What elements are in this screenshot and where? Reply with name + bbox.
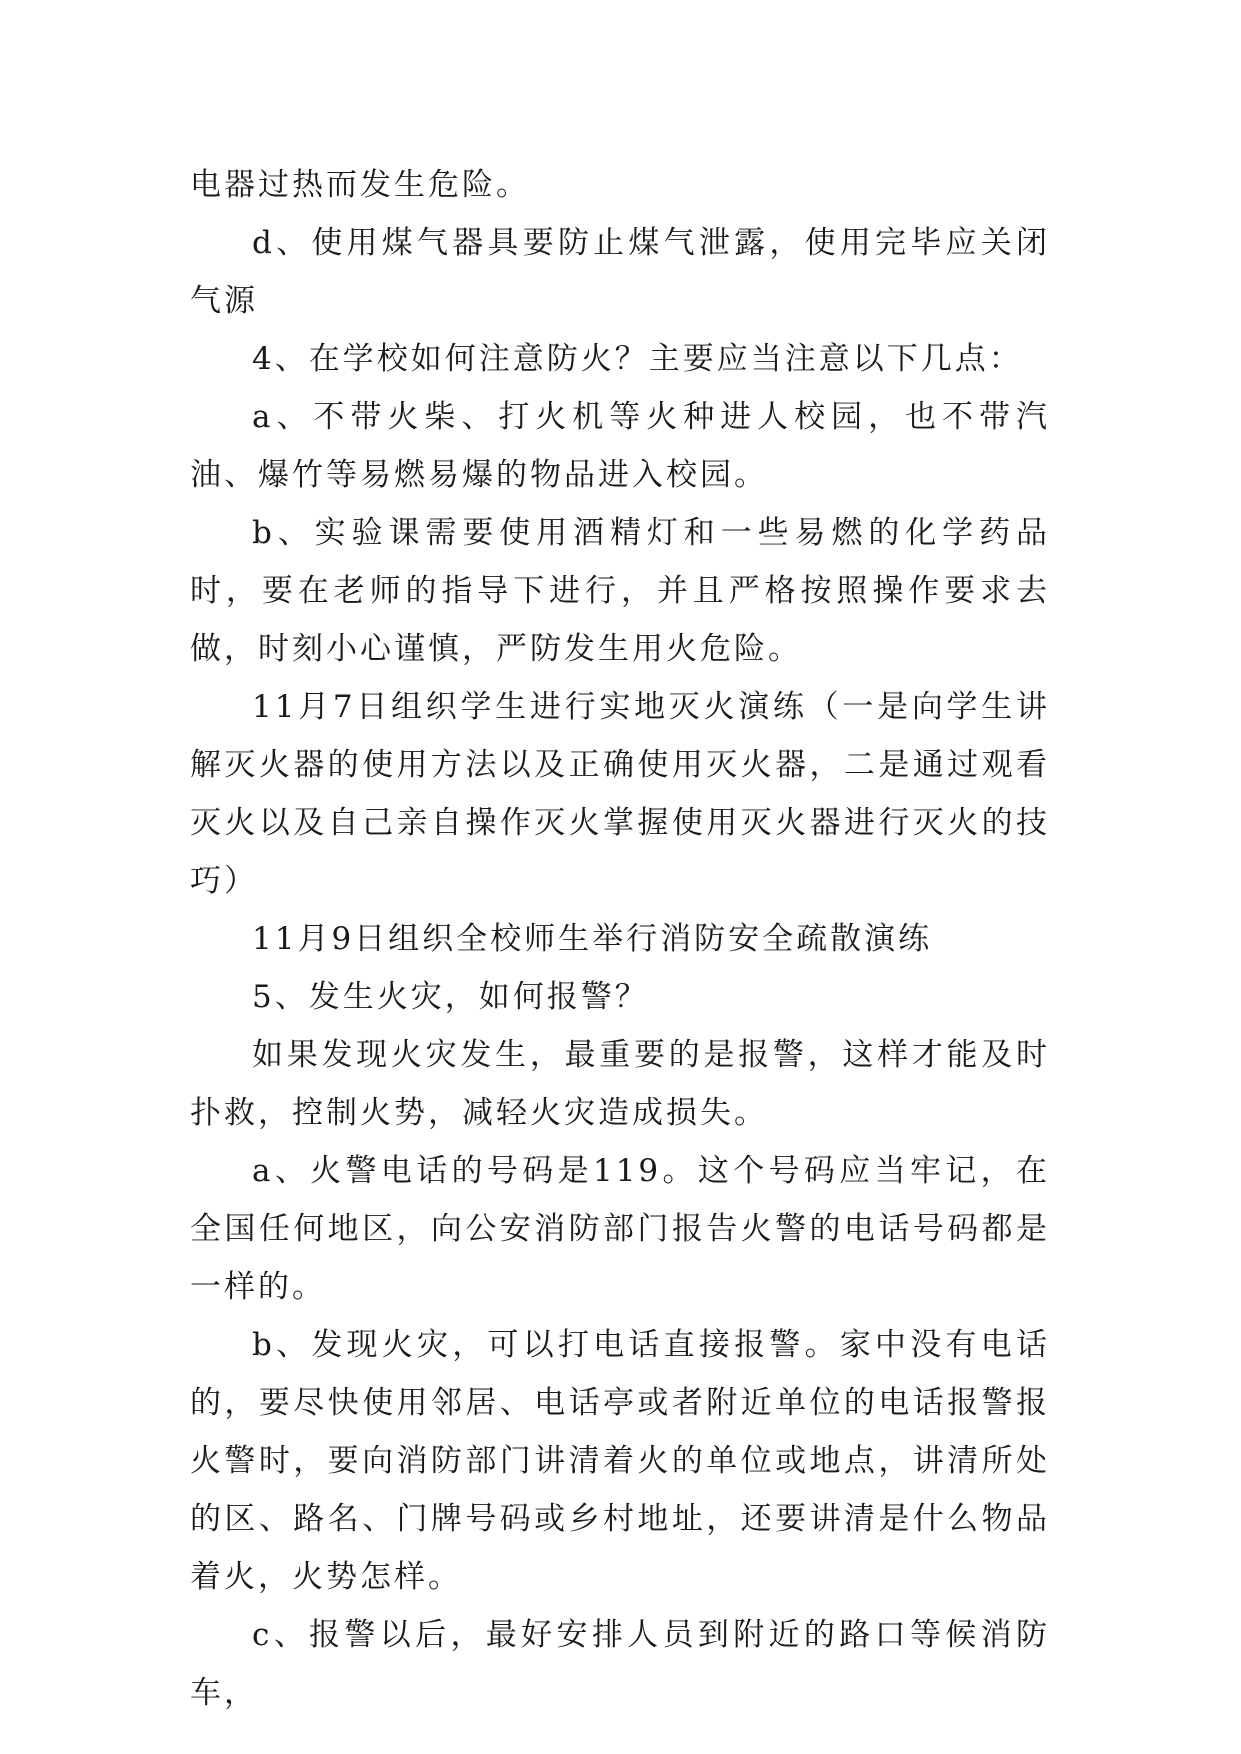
paragraph-11: b、发现火灾，可以打电话直接报警。家中没有电话的，要尽快使用邻居、电话亭或者附近单位的电话报警报火警时，要向消防部门讲清着火的单位或地点，讲清所处的区、路名、门牌号码或乡村地址，还要讲清是什么物品着火，火势怎样。 bbox=[190, 1327, 1050, 1595]
paragraph-5: b、实验课需要使用酒精灯和一些易燃的化学药品时，要在老师的指导下进行，并且严格按照操作要求去做，时刻小心谨慎，严防发生用火危险。 bbox=[190, 515, 1050, 667]
paragraph-6: 11月7日组织学生进行实地灭火演练（一是向学生讲解灭火器的使用方法以及正确使用灭火器，二是通过观看灭火以及自己亲自操作灭火掌握使用灭火器进行灭火的技巧） bbox=[190, 689, 1050, 899]
paragraph-1: 电器过热而发生危险。 bbox=[190, 167, 530, 203]
paragraph-3: 4、在学校如何注意防火？主要应当注意以下几点： bbox=[252, 341, 1023, 377]
paragraph-8: 5、发生火灾，如何报警？ bbox=[252, 979, 649, 1015]
paragraph-4: a、不带火柴、打火机等火种进人校园，也不带汽油、爆竹等易燃易爆的物品进入校园。 bbox=[190, 399, 1050, 493]
paragraph-12: c、报警以后，最好安排人员到附近的路口等候消防车， bbox=[190, 1617, 1050, 1711]
paragraph-9: 如果发现火灾发生，最重要的是报警，这样才能及时扑救，控制火势，减轻火灾造成损失。 bbox=[190, 1037, 1050, 1131]
paragraph-7: 11月9日组织全校师生举行消防安全疏散演练 bbox=[252, 921, 933, 957]
paragraph-2: d、使用煤气器具要防止煤气泄露，使用完毕应关闭气源 bbox=[190, 225, 1050, 319]
document-body bbox=[190, 156, 1050, 1722]
paragraph-10: a、火警电话的号码是119。这个号码应当牢记，在全国任何地区，向公安消防部门报告火警的电话号码都是一样的。 bbox=[190, 1153, 1050, 1305]
